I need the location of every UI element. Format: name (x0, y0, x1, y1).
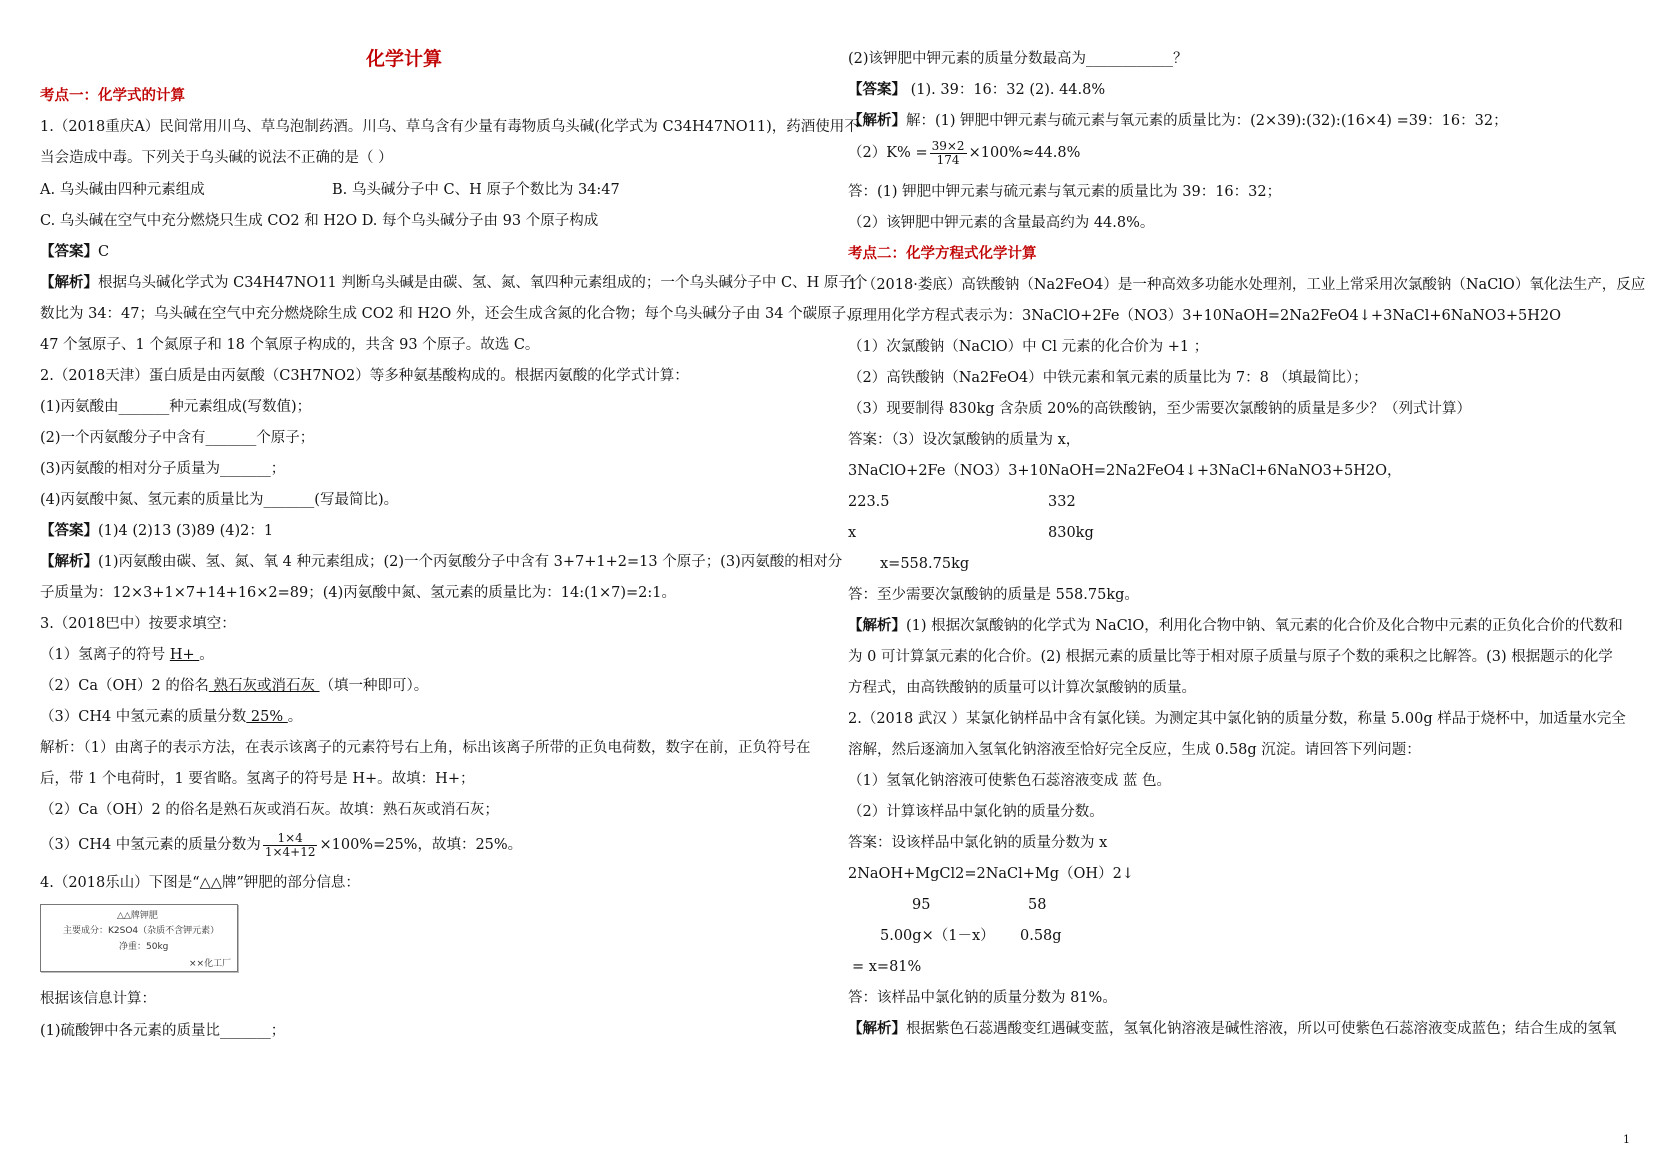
r2-sub1: （1）氢氧化钠溶液可使紫色石蕊溶液变成 蓝 色。 (848, 773, 1171, 789)
q3-sub3-blank: 25% (246, 709, 288, 725)
answer-label: 【答案】 (848, 81, 906, 98)
q3-sub1-end: 。 (199, 647, 214, 663)
q2-sub2: (2)一个丙氨酸分子中含有_______个原子； (40, 430, 315, 446)
explanation-text: 根据紫色石蕊遇酸变红遇碱变蓝，氢氧化钠溶液是碱性溶液，所以可使紫色石蕊溶液变成蓝色；结合生成的氢氧 (906, 1021, 1617, 1037)
q3-explanation-line3: （2）Ca（OH）2 的俗名是熟石灰或消石灰。故填：熟石灰或消石灰； (40, 802, 499, 818)
label-main-component: 主要成分：K2SO4（杂质不含钾元素） (63, 926, 220, 936)
r2-molar-mass-1: 95 (912, 897, 931, 913)
product-label-image (40, 904, 238, 972)
q2-sub1: (1)丙氨酸由_______种元素组成(写数值)； (40, 399, 312, 415)
q3-exp4-text: （3）CH4 中氢元素的质量分数为 (40, 837, 261, 853)
r2-stem-line1: 2.（2018 武汉 ）某氯化钠样品中含有氯化镁。为测定其中氯化钠的质量分数，称量 5.00g 样品于烧杯中，加适量水完全 (848, 711, 1626, 727)
fraction-denominator: 1×4+12 (264, 844, 316, 859)
q3-explanation-line1: 解析：（1）由离子的表示方法，在表示该离子的元素符号右上角，标出该离子所带的正负电荷数，数字在前，正负符号在 (40, 740, 811, 756)
r1-reply: 答：至少需要次氯酸钠的质量是 558.75kg。 (848, 587, 1139, 603)
r1-stem-line2: 原理用化学方程式表示为：3NaClO+2Fe（NO3）3+10NaOH=2Na2FeO4↓+3NaCl+6NaNO3+5H2O (848, 308, 1562, 324)
q4-calc-intro: 根据该信息计算： (40, 991, 156, 1007)
q3-sub1-blank: H+ (169, 647, 200, 663)
r1-sub1: （1）次氯酸钠（NaClO）中 Cl 元素的化合价为 +1 ； (848, 339, 1209, 355)
fraction-numerator: 39×2 (931, 138, 965, 153)
answer-value: (1). 39：16：32 (2). 44.8% (906, 82, 1106, 98)
q4-sub2: (2)该钾肥中钾元素的质量分数最高为____________？ (848, 51, 1188, 67)
q1-explanation-line2: 数比为 34：47；乌头碱在空气中充分燃烧除生成 CO2 和 H2O 外，还会生成含氮的化合物；每个乌头碱分子由 34 个碳原子、 (40, 306, 861, 322)
r2-explanation-line1 (848, 1020, 1617, 1038)
q1-answer (40, 243, 109, 261)
r1-unknown: x (848, 525, 857, 541)
r1-stem-line1: 1.（2018·娄底）高铁酸钠（Na2FeO4）是一种高效多功能水处理剂，工业上常采用次氯酸钠（NaClO）氧化法生产，反应 (848, 277, 1646, 293)
r2-result: = x=81% (852, 959, 922, 975)
fraction (930, 140, 967, 167)
explanation-label: 【解析】 (848, 112, 906, 129)
q3-sub3-end: 。 (287, 709, 303, 725)
r1-sub2: （2）高铁酸钠（Na2FeO4）中铁元素和氧元素的质量比为 7：8 （填最简比）； (848, 370, 1368, 386)
fraction-denominator: 174 (936, 152, 960, 167)
q3-sub1 (40, 646, 214, 664)
q1-explanation-line3: 47 个氢原子、1 个氮原子和 18 个氧原子构成的，共含 93 个原子。故选 C。 (40, 337, 540, 353)
r1-sub3: （3）现要制得 830kg 含杂质 20%的高铁酸钠，至少需要次氯酸钠的质量是多少？（列式计算） (848, 401, 1472, 417)
r2-sub2: （2）计算该样品中氯化钠的质量分数。 (848, 804, 1104, 820)
answer-value: (1)4 (2)13 (3)89 (4)2：1 (98, 523, 274, 539)
q2-sub4: (4)丙氨酸中氮、氢元素的质量比为_______(写最简比)。 (40, 492, 399, 508)
r1-explanation-line2: 为 0 可计算氯元素的化合价。(2) 根据元素的质量比等于相对原子质量与原子个数的乘积之比解答。(3) 根据题示的化学 (848, 649, 1613, 665)
r2-known-mass: 0.58g (1020, 928, 1062, 944)
r2-equation: 2NaOH+MgCl2=2NaCl+Mg（OH）2↓ (848, 866, 1134, 882)
q4-explanation-line2 (848, 138, 1080, 168)
page-title: 化学计算 (366, 48, 443, 70)
r2-molar-mass-2: 58 (1028, 897, 1047, 913)
r1-explanation-line3: 方程式，由高铁酸钠的质量可以计算次氯酸钠的质量。 (848, 680, 1196, 696)
r2-answer-line1: 答案：设该样品中氯化钠的质量分数为 x (848, 835, 1108, 851)
q1-option-cd: C. 乌头碱在空气中充分燃烧只生成 CO2 和 H2O D. 每个乌头碱分子由 93 个原子构成 (40, 213, 599, 229)
q2-explanation-line1 (40, 553, 842, 571)
q3-explanation-line4 (40, 830, 522, 860)
fraction (263, 832, 318, 859)
q1-stem-line2: 当会造成中毒。下列关于乌头碱的说法不正确的是（ ） (40, 150, 393, 166)
fraction-numerator: 1×4 (263, 832, 318, 846)
r1-equation: 3NaClO+2Fe（NO3）3+10NaOH=2Na2FeO4↓+3NaCl+6NaNO3+5H2O， (848, 463, 1402, 479)
label-net-weight: 净重：50kg (119, 942, 169, 952)
r2-unknown-expr: 5.00g×（1－x） (880, 928, 995, 944)
q4-reply-line2: （2）该钾肥中钾元素的含量最高约为 44.8%。 (848, 215, 1155, 231)
q4-answer (848, 81, 1105, 99)
q3-sub2-blank: 熟石灰或消石灰 (208, 678, 320, 694)
explanation-text: (1)丙氨酸由碳、氢、氮、氧 4 种元素组成；(2)一个丙氨酸分子中含有 3+7+1+2=13 个原子；(3)丙氨酸的相对分 (98, 554, 843, 570)
explanation-label: 【解析】 (40, 553, 98, 570)
r2-stem-line2: 溶解，然后逐滴加入氢氧化钠溶液至恰好完全反应，生成 0.58g 沉淀。请回答下列问题： (848, 742, 1421, 758)
r1-known-mass: 830kg (1048, 525, 1094, 541)
q2-sub3: (3)丙氨酸的相对分子质量为_______； (40, 461, 286, 477)
q3-sub2-text: （2）Ca（OH）2 的俗名 (40, 678, 209, 694)
q3-explanation-line2: 后，带 1 个电荷时，1 要省略。氢离子的符号是 H+。故填：H+； (40, 771, 475, 787)
q1-explanation-line1 (40, 274, 867, 292)
explanation-label: 【解析】 (40, 274, 98, 291)
q3-sub1-text: （1）氢离子的符号 (40, 647, 170, 663)
explanation-label: 【解析】 (848, 617, 906, 634)
answer-label: 【答案】 (40, 243, 98, 260)
q2-answer (40, 522, 273, 540)
section-heading-2: 考点二：化学方程式化学计算 (848, 246, 1037, 262)
q4-sub1: (1)硫酸钾中各元素的质量比_______； (40, 1023, 286, 1039)
q3-sub2 (40, 677, 428, 695)
page-number: 1 (1623, 1133, 1630, 1146)
answer-label: 【答案】 (40, 522, 98, 539)
q1-option-a: A. 乌头碱由四种元素组成 (40, 182, 205, 198)
answer-value: C (98, 244, 110, 260)
explanation-text: 解：(1) 钾肥中钾元素与硫元素与氧元素的质量比为：(2×39):(32):(16×4) =39：16：32； (906, 113, 1508, 129)
q3-sub3-text: （3）CH4 中氢元素的质量分数 (40, 709, 247, 725)
explanation-text: 根据乌头碱化学式为 C34H47NO11 判断乌头碱是由碳、氢、氮、氧四种元素组成的；一个乌头碱分子中 C、H 原子个 (98, 275, 868, 291)
section-heading-1: 考点一：化学式的计算 (40, 88, 185, 104)
q4-explanation-line1 (848, 112, 1508, 130)
q4-reply-line1: 答：(1) 钾肥中钾元素与硫元素与氧元素的质量比为 39：16：32； (848, 184, 1282, 200)
q1-option-b: B. 乌头碱分子中 C、H 原子个数比为 34:47 (332, 182, 620, 198)
q3-sub2-end: （填一种即可）。 (319, 678, 429, 694)
r1-molar-mass-1: 223.5 (848, 494, 890, 510)
label-factory: ××化工厂 (189, 959, 232, 969)
r2-reply: 答：该样品中氯化钠的质量分数为 81%。 (848, 990, 1117, 1006)
explanation-text: (1) 根据次氯酸钠的化学式为 NaClO，利用化合物中钠、氧元素的化合价及化合物中元素的正负化合价的代数和 (906, 618, 1623, 634)
q4-exp2-text: （2）K% = (848, 145, 928, 161)
q3-exp4-result: ×100%=25%，故填：25%。 (319, 837, 523, 853)
q2-stem: 2.（2018天津）蛋白质是由丙氨酸（C3H7NO2）等多种氨基酸构成的。根据丙氨酸的化学式计算： (40, 368, 689, 384)
r1-molar-mass-2: 332 (1048, 494, 1076, 510)
r1-answer-line1: 答案：（3）设次氯酸钠的质量为 x， (848, 432, 1081, 448)
q4-stem: 4.（2018乐山）下图是“△△牌”钾肥的部分信息： (40, 875, 360, 891)
r1-explanation-line1 (848, 617, 1623, 635)
r1-result: x=558.75kg (880, 556, 970, 572)
label-title: △△牌钾肥 (117, 911, 158, 921)
q3-stem: 3.（2018巴中）按要求填空： (40, 616, 236, 632)
q2-explanation-line2: 子质量为：12×3+1×7+14+16×2=89；(4)丙氨酸中氮、氢元素的质量比为：14:(1×7)=2:1。 (40, 585, 677, 601)
q4-exp2-result: ×100%≈44.8% (968, 145, 1081, 161)
q1-stem-line1: 1.（2018重庆A）民间常用川乌、草乌泡制药酒。川乌、草乌含有少量有毒物质乌头碱(化学式为 C34H47NO11)，药酒使用不 (40, 119, 859, 135)
explanation-label: 【解析】 (848, 1020, 906, 1037)
q3-sub3 (40, 708, 302, 726)
